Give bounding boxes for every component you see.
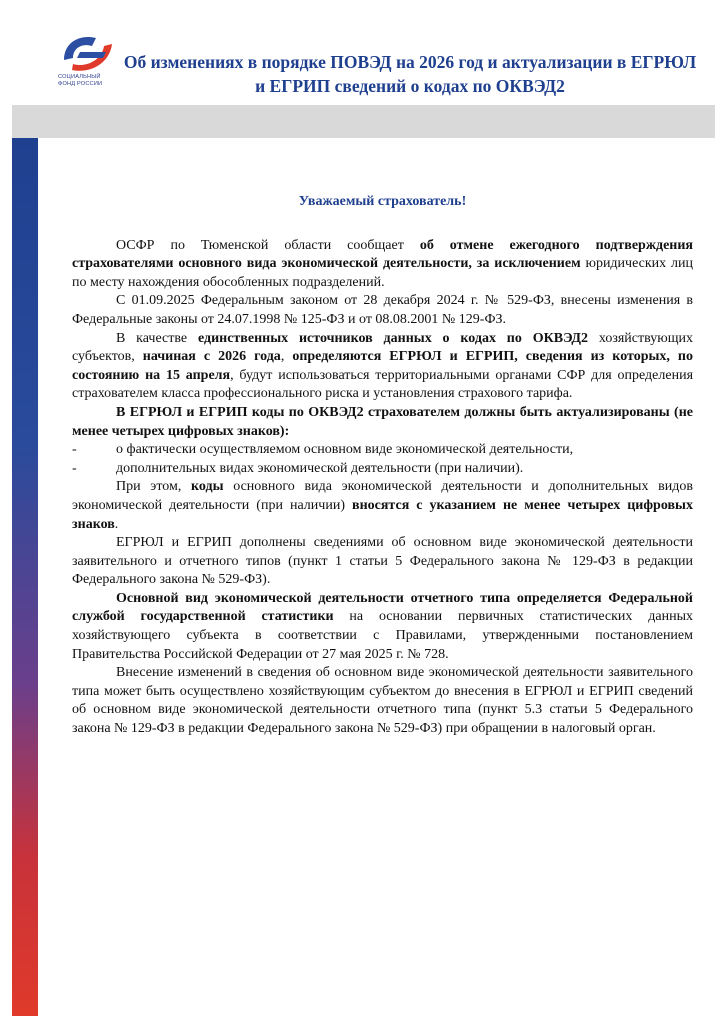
p1-text-2: юридических лиц по месту нахождения обособленных подразделений. [72, 256, 693, 290]
list-item-text: дополнительных видах экономической деятельности (при наличии). [116, 460, 524, 476]
p3-bold-2: начиная с 2026 года [142, 349, 281, 365]
p3-bold-1: единственных источников данных о кодах по ОКВЭД2 [197, 330, 589, 346]
p5-bold-2: вносятся с указанием не менее четырех цифровых знаков [72, 497, 693, 532]
document-title: Об изменениях в порядке ПОВЭД на 2026 год и актуализации в ЕГРЮЛ и ЕГРИП сведений о кодах по ОКВЭД2 [123, 52, 697, 96]
document-body [72, 180, 693, 739]
paragraph-1 [72, 237, 693, 293]
p7-bold-1: Основной вид экономической деятельности отчетного типа определяется Федеральной службой государственной статистики [72, 590, 693, 625]
list-item-text: о фактически осуществляемом основном виде экономической деятельности, [116, 442, 574, 458]
paragraph-5 [72, 478, 693, 534]
p1-bold-1: об отмене ежегодного подтверждения страхователями основного вида экономической деятельности, за исключением [72, 237, 693, 272]
header-grey-band [12, 105, 715, 138]
paragraph-3 [72, 330, 693, 404]
p2-text-1: С 01.09.2025 Федеральным законом от 28 декабря 2024 г. № 529-ФЗ, внесены изменения в Федеральные законы от 24.07.1998 № 125-ФЗ и от 08.08.2001 № 129-ФЗ. [72, 293, 693, 327]
paragraph-6 [72, 534, 693, 590]
p3-text-4: , будут использоваться территориальными органами СФР для определения страхователем класса профессионального риска и установления страхового тарифа. [72, 367, 694, 402]
p5-text-1: При этом, [116, 479, 192, 495]
p3-text-3: , [280, 349, 293, 365]
logo-caption [58, 74, 128, 87]
paragraph-8 [72, 664, 693, 738]
decorative-side-bar [12, 138, 38, 1016]
p1-text-1: ОСФР по Тюменской области сообщает [116, 237, 420, 253]
list-item [72, 441, 693, 460]
paragraph-4 [72, 404, 693, 441]
p5-bold-1: коды [191, 479, 224, 495]
p4-bold-1: В ЕГРЮЛ и ЕГРИП коды по ОКВЭД2 страхователем должны быть актуализированы (не менее четырех цифровых знаков): [72, 404, 693, 439]
p6-text-1: ЕГРЮЛ и ЕГРИП дополнены сведениями об основном виде экономической деятельности заявительного и отчетного типов (пункт 1 статьи 5 Федерального закона № 129-ФЗ в редакции Федерального закона № 529-ФЗ). [72, 535, 693, 588]
greeting: Уважаемый страхователь! [298, 194, 467, 209]
p8-text-1: Внесение изменений в сведения об основном виде экономической деятельности заявительного типа может быть осуществлено хозяйствующим субъектом до внесения в ЕГРЮЛ и ЕГРИП сведений об основном виде экономической деятельности отчетного типа (пункт 5.3 статьи 5 Федерального закона № 129-ФЗ в редакции Федерального закона № 529-ФЗ) при обращении в налоговый орган. [72, 665, 693, 737]
list-marker: - [72, 442, 77, 458]
p3-text-2: хозяйствующих субъектов, [72, 330, 693, 365]
p3-text-1: В качестве [116, 330, 198, 346]
p5-text-3: . [114, 516, 119, 532]
logo-caption-line2: ФОНД РОССИИ [58, 80, 103, 87]
p7-text-1: на основании первичных статистических данных хозяйствующего субъекта в соответствии с Правилами, утвержденными постановлением Правительства Российской Федерации от 27 мая 2025 г. № 728. [72, 609, 693, 662]
list-marker: - [72, 460, 77, 476]
p3-bold-3: определяются ЕГРЮЛ и ЕГРИП, сведения из которых, по состоянию на 15 апреля [72, 349, 693, 383]
logo-caption-line1: СОЦИАЛЬНЫЙ [58, 74, 101, 80]
paragraph-2 [72, 292, 693, 329]
list-item [72, 460, 693, 479]
paragraph-7 [72, 590, 693, 664]
p5-text-2: основного вида экономической деятельности и дополнительных видов экономической деятельности (при наличии) [72, 479, 693, 513]
